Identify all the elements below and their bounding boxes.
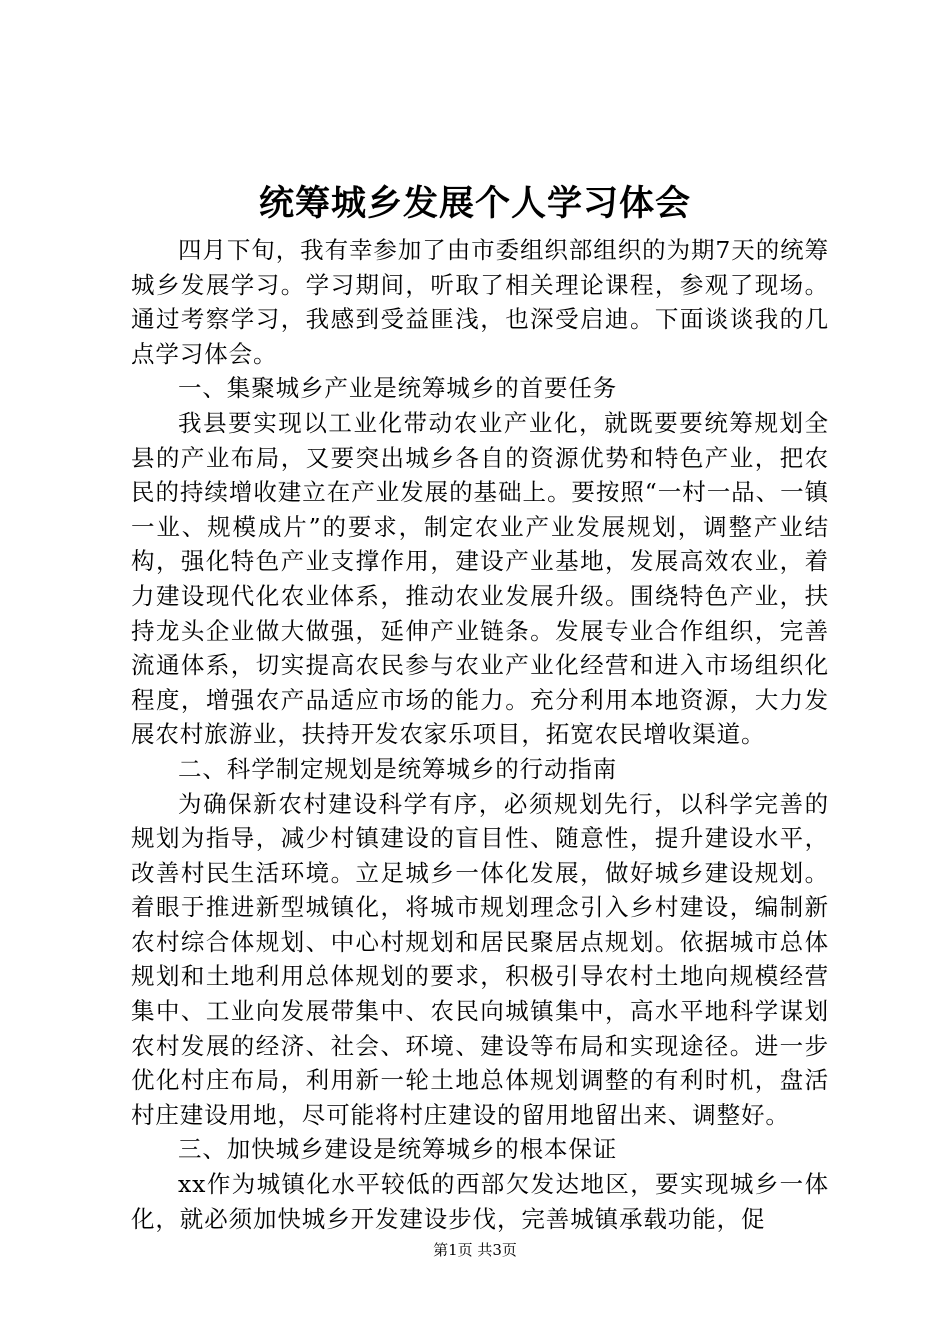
section-heading-3: 三、加快城乡建设是统筹城乡的根本保证 xyxy=(178,1135,618,1164)
paragraph-section-3: xx作为城镇化水平较低的西部欠发达地区，要实现城乡一体化，就必须加快城乡开发建设步伐，完善城镇承载功能，促 xyxy=(131,1170,829,1233)
document-title: 统筹城乡发展个人学习体会 xyxy=(258,183,691,224)
paragraph-section-2: 为确保新农村建设科学有序，必须规划先行，以科学完善的规划为指导，减少村镇建设的盲目性、随意性，提升建设水平，改善村民生活环境。立足城乡一体化发展，做好城乡建设规划。着眼于推进新型城镇化，将城市规划理念引入乡村建设，编制新农村综合体规划、中心村规划和居民聚居点规划。依据城市总体规划和土地利用总体规划的要求，积极引导农村土地向规模经营集中、工业向发展带集中、农民向城镇集中，高水平地科学谋划农村发展的经济、社会、环境、建设等布局和实现途径。进一步优化村庄布局，利用新一轮土地总体规划调整的有利时机，盘活村庄建设用地，尽可能将村庄建设的留用地留出来、调整好。 xyxy=(131,789,829,1129)
document-body xyxy=(131,233,829,1236)
section-heading-1: 一、集聚城乡产业是统筹城乡的首要任务 xyxy=(178,374,618,403)
section-heading-2: 二、科学制定规划是统筹城乡的行动指南 xyxy=(178,754,618,783)
page-footer: 第1页 共3页 xyxy=(433,1241,517,1259)
paragraph-section-1: 我县要实现以工业化带动农业产业化，就既要要统筹规划全县的产业布局，又要突出城乡各自的资源优势和特色产业，把农民的持续增收建立在产业发展的基础上。要按照“一村一品、一镇一业、规模成片”的要求，制定农业产业发展规划，调整产业结构，强化特色产业支撑作用，建设产业基地，发展高效农业，着力建设现代化农业体系，推动农业发展升级。围绕特色产业，扶持龙头企业做大做强，延伸产业链条。发展专业合作组织，完善流通体系，切实提高农民参与农业产业化经营和进入市场组织化程度，增强农产品适应市场的能力。充分利用本地资源，大力发展农村旅游业，扶持开发农家乐项目，拓宽农民增收渠道。 xyxy=(131,408,829,749)
paragraph-intro: 四月下旬，我有幸参加了由市委组织部组织的为期7天的统筹城乡发展学习。学习期间，听取了相关理论课程，参观了现场。通过考察学习，我感到受益匪浅，也深受启迪。下面谈谈我的几点学习体会。 xyxy=(131,236,829,368)
